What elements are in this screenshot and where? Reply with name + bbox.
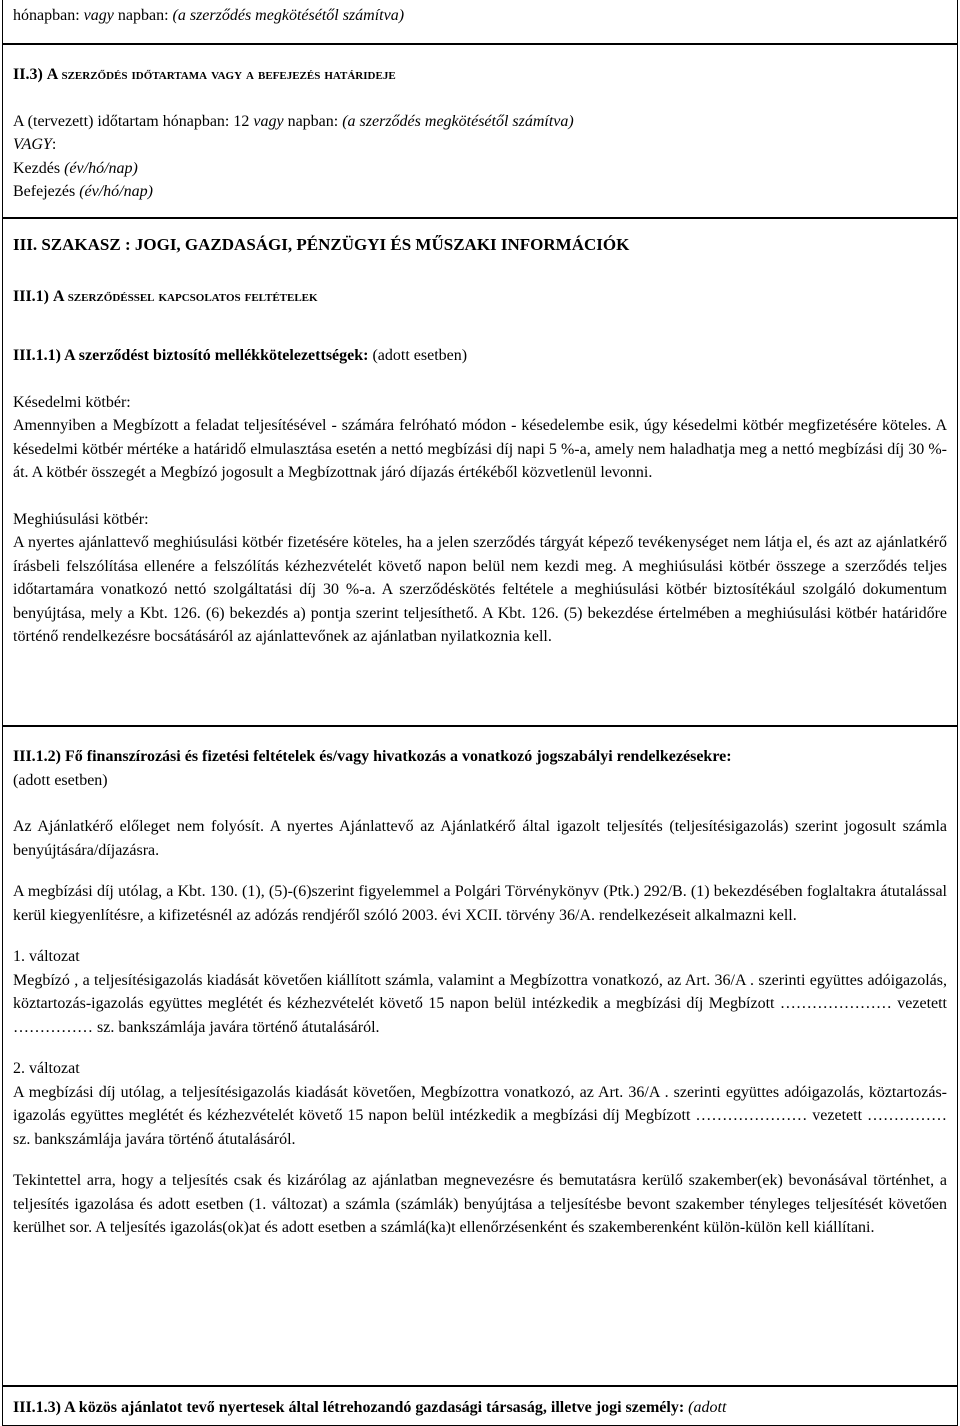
planned-duration-line: A (tervezett) időtartam hónapban: 12 vagy napban: (a szerződés megkötésétől számítva) [13, 112, 574, 130]
specialist-performance-text: Tekintettel arra, hogy a teljesítés csak és kizárólag az ajánlatban megnevezésre és bemutatásra kerülő szakember(ek) bevonásával történhet, a teljesítés igazolása és adott esetben (1. változat) a számla (számlák) benyújtása a teljesítésbe bevont szakember tényleges teljesítését követően kerülhet sor. A teljesítés igazolás(ok)at és adott esetben a számlá(ka)t ellenőrzésenként és szakemberenként külön-külön kell kiállítani. [13, 1172, 947, 1236]
section-iii12-paren: (adott esetben) [13, 771, 108, 789]
contract-duration-box [2, 44, 958, 218]
section-iii-box [2, 218, 958, 726]
variant-2-text: A megbízási díj utólag, a teljesítésigazolás kiadását követően, Megbízottra vonatkozó, az Art. 36/A . szerinti együttes adóigazolás, köztartozás-igazolás együttes meglétét és kézhezvételét követő 15 napon belül intézkedik a megbízási díj Megbízott ………………… vezetett …………… sz. bankszámlája javára történő átutalásáról. [13, 1083, 947, 1148]
duration-line: hónapban: vagy napban: (a szerződés megkötésétől számítva) [13, 7, 405, 24]
or-line: VAGY: [13, 136, 57, 153]
late-penalty-label: Késedelmi kötbér: [13, 393, 131, 411]
advance-payment-text: Az Ajánlatkérő előleget nem folyósít. A nyertes Ajánlattevő az Ajánlatkérő által igazolt teljesítés (teljesítésigazolás) szerint jogosult számla benyújtására/díjazásra. [13, 818, 947, 859]
section-heading-iii12: III.1.2) Fő finanszírozási és fizetési feltételek és/vagy hivatkozás a vonatkozó jogszabályi rendelkezésekre: [13, 748, 732, 765]
section-iii12-box [2, 726, 958, 1386]
section-iii13-box [2, 1386, 958, 1426]
variant-2-label: 2. változat [13, 1060, 80, 1077]
section-heading-iii11: III.1.1) A szerződést biztosító mellékkötelezettségek: (adott esetben) [13, 347, 468, 364]
section-heading-iii1: III.1) A szerződéssel kapcsolatos feltételek [13, 287, 318, 305]
fee-payment-text: A megbízási díj utólag, a Kbt. 130. (1), (5)-(6)szerint figyelemmel a Polgári Törvénykönyv (Ptk.) 292/B. (1) bekezdésében foglaltakra átutalással kerül kiegyenlítésre, a kifizetésnél az adózás rendjéről szóló 2003. évi XCII. törvény 36/A. rendelkezéseit alkalmazni kell. [13, 883, 947, 924]
failure-penalty-label: Meghiúsulási kötbér: [13, 510, 149, 528]
late-penalty-text: Amennyiben a Megbízott a feladat teljesítésével - számára felróható módon - késedelembe esik, úgy késedelmi kötbér megfizetésére köteles. A késedelmi kötbér mértéke a határidő elmulasztása esetén a nettó megbízási díj napi 5 %-a, amely nem haladhatja meg a nettó megbízási díj 30 %-át. A kötbér összegét a Megbízó jogosult a Megbízottnak járó díjazás értékéből közvetlenül levonni. [13, 417, 947, 481]
failure-penalty-text: A nyertes ajánlattevő meghiúsulási kötbér fizetésére köteles, ha a jelen szerződés tárgyát képező tevékenységet nem látja el, és azt az ajánlatkérő írásbeli felszólítása ellenére a felszólítás kézhezvételét követő napon belül nem kezdi meg. A meghiúsulási kötbér összege a szerződés teljes időtartamára vonatkozó nettó szolgáltatási díj 30 %-a. A szerződéskötés feltétele a meghiúsulási kötbér biztosítékául szolgáló dokumentum benyújtása, mely a Kbt. 126. (6) bekezdés a) pontja szerint teljesíthető. A Kbt. 126. (5) bekezdése értelmében a meghiúsulási kötbér határidőre történő rendelkezésre bocsátásáról az ajánlattevőnek az ajánlatban nyilatkoznia kell. [13, 534, 947, 645]
variant-1-label: 1. változat [13, 948, 80, 965]
section-heading-iii13: III.1.3) A közös ajánlatot tevő nyertesek által létrehozandó gazdasági társaság, illetve jogi személy: (adott [13, 1399, 727, 1416]
start-date-line: Kezdés (év/hó/nap) [13, 159, 138, 177]
section-iii-title: III. SZAKASZ : JOGI, GAZDASÁGI, PÉNZÜGYI ÉS MŰSZAKI INFORMÁCIÓK [13, 235, 630, 254]
end-date-line: Befejezés (év/hó/nap) [13, 183, 153, 200]
duration-continuation-box [2, 0, 958, 44]
section-heading-ii3: II.3) A szerződés időtartama vagy a befejezés határideje [13, 66, 396, 83]
variant-1-text: Megbízó , a teljesítésigazolás kiadását követően kiállított számla, valamint a Megbízottra vonatkozó, az Art. 36/A . szerinti együttes adóigazolás, köztartozás-igazolás együttes meglétét és kézhezvételét követő 15 napon belül intézkedik a megbízási díj Megbízott ………………… vezetett …………… sz. bankszámlája javára történő átutalásáról. [13, 971, 947, 1036]
